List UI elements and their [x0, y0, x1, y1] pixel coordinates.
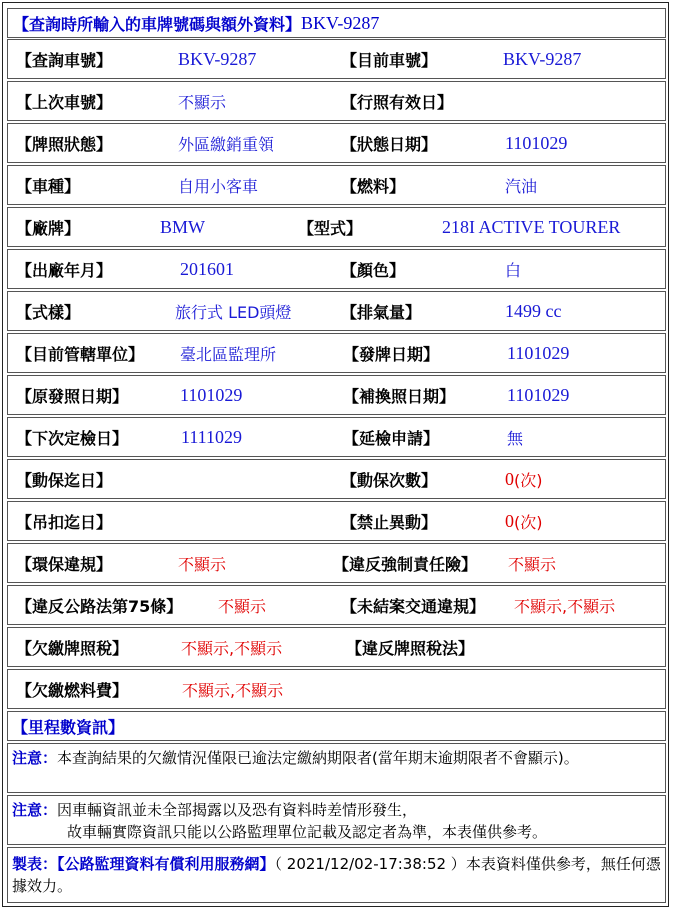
data-row: [7, 459, 666, 499]
data-row: [7, 291, 666, 331]
field-value: 1111029: [181, 426, 242, 447]
count-value: [505, 460, 543, 498]
field-label: 【式樣】: [16, 302, 81, 322]
data-row: [7, 207, 666, 247]
field-value: 不顯示: [178, 554, 227, 574]
data-row: [7, 81, 666, 121]
count-number: 0: [505, 510, 514, 531]
field-label: 【狀態日期】: [341, 134, 438, 154]
field-value: 1101029: [180, 384, 243, 405]
field-label: 【出廠年月】: [16, 260, 113, 280]
field-label: 【欠繳牌照稅】: [16, 638, 129, 658]
field-label: 【行照有效日】: [341, 92, 454, 112]
field-label: 【吊扣迄日】: [16, 512, 113, 532]
query-header-text: [13, 9, 379, 37]
field-value: 旅行式 LED頭燈: [175, 302, 292, 322]
source-text: [12, 853, 661, 897]
disclaimer-heading: 注意：: [12, 801, 58, 819]
field-label: 【違反強制責任險】: [333, 554, 478, 574]
field-label: 【未結案交通違規】: [341, 596, 486, 616]
data-row: [7, 333, 666, 373]
field-label: 【環保違規】: [16, 554, 113, 574]
field-value: 不顯示: [508, 554, 557, 574]
data-row: [7, 501, 666, 541]
field-value: 外區繳銷重領: [178, 134, 275, 154]
data-row: [7, 375, 666, 415]
count-number: 0: [505, 468, 514, 489]
source-timestamp: （ 2021/12/02-17:38:52 ）: [274, 855, 466, 873]
data-row: [7, 669, 666, 709]
disclaimer-line-1: 因車輛資訊並未全部揭露以及恐有資料時差情形發生，: [57, 801, 418, 819]
field-label: 【違反公路法第75條】: [16, 596, 183, 616]
notice-text: [12, 747, 661, 769]
field-value: 218I ACTIVE TOURER: [442, 216, 621, 237]
field-label: 【車種】: [16, 176, 81, 196]
field-label: 【補換照日期】: [343, 386, 456, 406]
count-value: [505, 502, 543, 540]
count-unit: (次): [514, 512, 543, 532]
data-row: [7, 165, 666, 205]
source-service-name: 【公路監理資料有償利用服務網】: [57, 855, 275, 873]
field-label: 【排氣量】: [341, 302, 422, 322]
data-row: [7, 417, 666, 457]
source-heading: 製表：: [12, 855, 58, 873]
field-label: 【燃料】: [341, 176, 406, 196]
field-value: 無: [507, 428, 524, 448]
query-header: [7, 8, 666, 38]
count-unit: (次): [514, 470, 543, 490]
field-label: 【動保迄日】: [16, 470, 113, 490]
field-value: 臺北區監理所: [180, 344, 277, 364]
field-label: 【型式】: [298, 218, 363, 238]
field-label: 【延檢申請】: [343, 428, 440, 448]
field-value: 1499 cc: [505, 300, 562, 321]
field-label: 【原發照日期】: [16, 386, 129, 406]
field-label: 【廠牌】: [16, 218, 81, 238]
field-value: BKV-9287: [503, 48, 582, 69]
field-label: 【查詢車號】: [16, 50, 113, 70]
field-value: BKV-9287: [178, 48, 257, 69]
field-value: 白: [505, 260, 522, 280]
field-label: 【下次定檢日】: [16, 428, 129, 448]
field-label: 【動保次數】: [341, 470, 438, 490]
field-label: 【顏色】: [341, 260, 406, 280]
source-disclaimer: 本表資料僅供參考，無任何憑據效力。: [12, 855, 661, 895]
field-value: 不顯示,不顯示: [514, 596, 616, 616]
field-label: 【目前車號】: [341, 50, 438, 70]
field-value: 1101029: [507, 384, 570, 405]
query-header-plate: BKV-9287: [301, 12, 380, 33]
data-row: [7, 249, 666, 289]
field-value: 1101029: [505, 132, 568, 153]
mileage-section: [7, 711, 666, 741]
disclaimer-line-2: 故車輛實際資訊只能以公路監理單位記載及認定者為準，本表僅供參考。: [67, 823, 548, 841]
field-label: 【欠繳燃料費】: [16, 680, 129, 700]
field-value: 不顯示: [178, 92, 227, 112]
field-label: 【發牌日期】: [343, 344, 440, 364]
field-label: 【目前管轄單位】: [16, 344, 145, 364]
notice-heading: 注意：: [12, 749, 58, 767]
data-row: [7, 123, 666, 163]
data-row: [7, 39, 666, 79]
notice-box: [7, 743, 666, 793]
field-label: 【禁止異動】: [341, 512, 438, 532]
field-value: 201601: [180, 258, 234, 279]
field-value: 1101029: [507, 342, 570, 363]
field-value: 不顯示,不顯示: [182, 680, 284, 700]
field-value: 不顯示,不顯示: [181, 638, 283, 658]
field-label: 【違反牌照稅法】: [346, 638, 475, 658]
mileage-heading: 【里程數資訊】: [12, 717, 125, 737]
field-value: 汽油: [505, 176, 538, 196]
data-row: [7, 627, 666, 667]
field-label: 【牌照狀態】: [16, 134, 113, 154]
field-label: 【上次車號】: [16, 92, 113, 112]
field-value: BMW: [160, 216, 205, 237]
disclaimer-box: [7, 795, 666, 845]
data-row: [7, 585, 666, 625]
notice-body: 本查詢結果的欠繳情況僅限已逾法定繳納期限者(當年期末逾期限者不會顯示)。: [57, 749, 579, 767]
data-row: [7, 543, 666, 583]
disclaimer-text: [12, 799, 661, 843]
query-header-label: 【查詢時所輸入的車牌號碼與額外資料】: [13, 14, 302, 34]
field-value: 不顯示: [218, 596, 267, 616]
field-value: 自用小客車: [178, 176, 259, 196]
source-box: [7, 847, 666, 903]
